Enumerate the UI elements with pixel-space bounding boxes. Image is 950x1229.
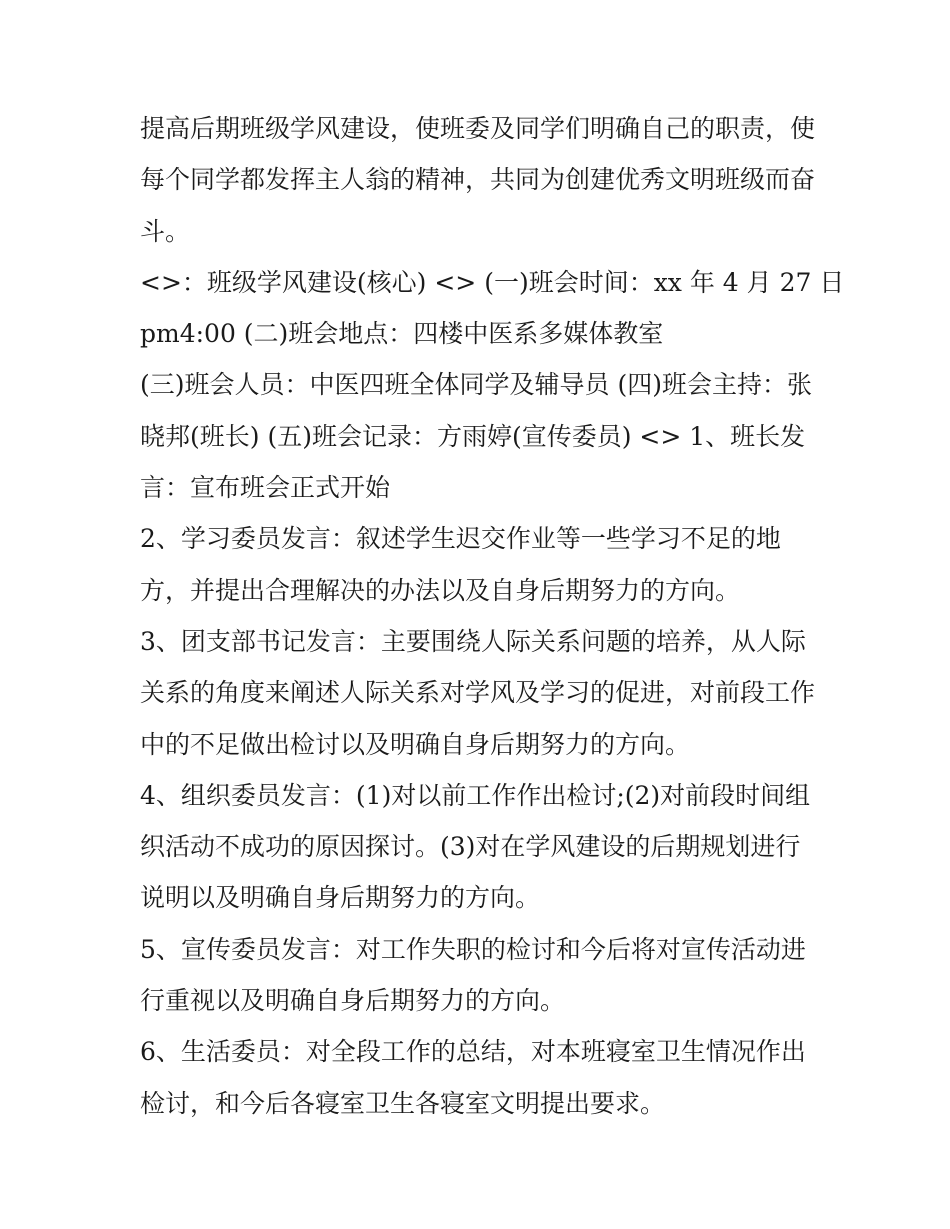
text-line: <>：班级学风建设(核心) <> (一)班会时间：xx 年 4 月 27 日: [140, 267, 845, 297]
text-line: 检讨，和今后各寝室卫生各寝室文明提出要求。: [140, 1088, 666, 1118]
text-line: (三)班会人员：中医四班全体同学及辅导员 (四)班会主持：张: [140, 370, 812, 400]
text-line: 说明以及明确自身后期努力的方向。: [140, 883, 541, 913]
text-line: 织活动不成功的原因探讨。(3)对在学风建设的后期规划进行: [140, 832, 801, 862]
text-line: 每个同学都发挥主人翁的精神，共同为创建优秀文明班级而奋: [140, 165, 816, 195]
text-line: 关系的角度来阐述人际关系对学风及学习的促进，对前段工作: [140, 678, 816, 708]
text-line: 2、学习委员发言：叙述学生迟交作业等一些学习不足的地: [140, 524, 781, 554]
text-line: 斗。: [140, 216, 191, 246]
text-line: pm4:00 (二)班会地点：四楼中医系多媒体教室: [140, 319, 664, 349]
text-line: 6、生活委员：对全段工作的总结，对本班寝室卫生情况作出: [140, 1037, 806, 1067]
text-line: 3、团支部书记发言：主要围绕人际关系问题的培养，从人际: [140, 626, 806, 656]
text-line: 方，并提出合理解决的办法以及自身后期努力的方向。: [140, 575, 741, 605]
text-line: 言：宣布班会正式开始: [140, 473, 391, 503]
document-body: [140, 103, 845, 1129]
text-line: 提高后期班级学风建设，使班委及同学们明确自己的职责，使: [140, 114, 816, 143]
text-line: 4、组织委员发言：(1)对以前工作作出检讨;(2)对前段时间组: [140, 780, 811, 810]
text-line: 中的不足做出检讨以及明确自身后期努力的方向。: [140, 729, 691, 759]
text-line: 晓邦(班长) (五)班会记录：方雨婷(宣传委员) <> 1、班长发: [140, 421, 806, 451]
text-line: 行重视以及明确自身后期努力的方向。: [140, 986, 566, 1016]
text-line: 5、宣传委员发言：对工作失职的检讨和今后将对宣传活动进: [140, 934, 806, 964]
